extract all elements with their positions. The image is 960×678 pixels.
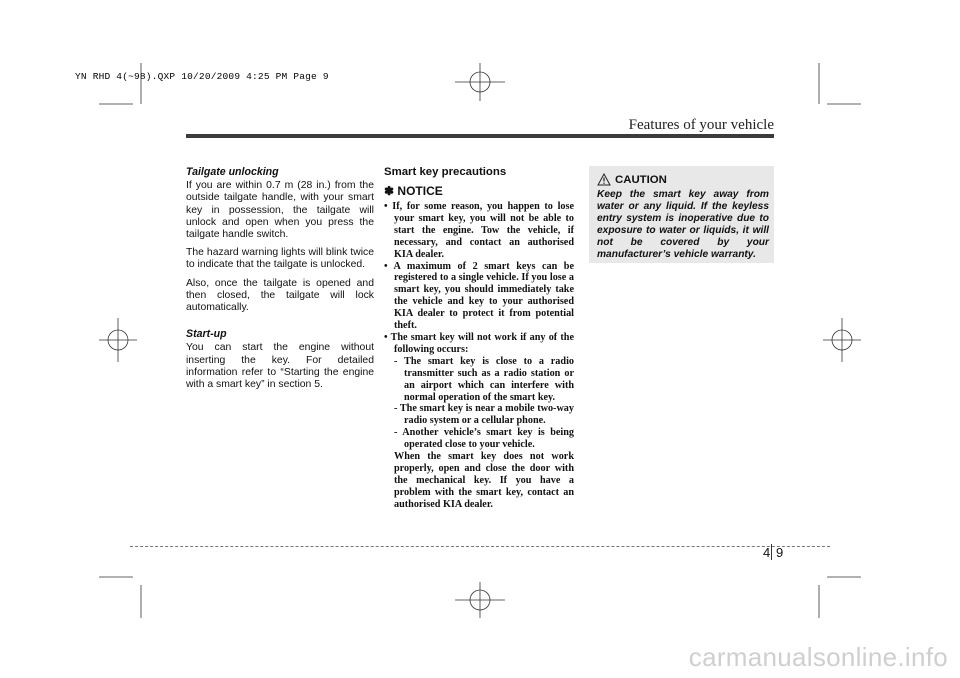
chapter-number: 4	[763, 545, 771, 560]
page-number-separator	[771, 544, 772, 560]
notice-body	[384, 201, 574, 511]
caution-box	[589, 166, 774, 263]
registration-target-bottom	[455, 582, 505, 618]
notice-star-icon: ✽	[384, 184, 395, 198]
notice-bullet: • A maximum of 2 smart keys can be registered to a single vehicle. If you lose a smart key, you should immediately take the vehicle and key to your authorised KIA dealer to protect it from potential theft.	[384, 260, 574, 332]
tailgate-paragraph: If you are within 0.7 m (28 in.) from the outside tailgate handle, with your smart key in possession, the tailgate will unlock and open when you press the tailgate handle switch.	[186, 180, 374, 241]
print-slug: YN RHD 4(~98).QXP 10/20/2009 4:25 PM Page 9	[75, 71, 329, 82]
header-rule	[186, 134, 774, 138]
notice-bullet: • The smart key will not work if any of the following occurs:	[384, 331, 574, 355]
footer-dotted-line	[130, 546, 830, 547]
tailgate-paragraph: Also, once the tailgate is opened and then closed, the tailgate will lock automatically.	[186, 277, 374, 314]
left-column	[186, 166, 374, 397]
smart-key-precautions-title: Smart key precautions	[384, 166, 507, 178]
registration-target-left	[99, 318, 137, 362]
notice-heading	[384, 184, 574, 198]
notice-label: NOTICE	[397, 184, 443, 198]
running-header-title: Features of your vehicle	[628, 117, 774, 133]
notice-sub-item: - Another vehicle’s smart key is being operated close to your vehicle.	[394, 427, 574, 451]
start-up-paragraph: You can start the engine without inserting the key. For detailed information refer to “Starting the engine with a smart key” in section 5.	[186, 342, 374, 391]
caution-title: CAUTION	[615, 174, 667, 186]
watermark: carmanualsonline.info	[688, 642, 948, 672]
start-up-heading: Start-up	[186, 328, 227, 341]
registration-target-right	[823, 318, 861, 362]
tailgate-paragraph: The hazard warning lights will blink twice to indicate that the tailgate is unlocked.	[186, 247, 374, 271]
caution-text: Keep the smart key away from water or any liquid. If the keyless entry system is inoperative due to exposure to water or liquids, it will not be covered by your manufacturer’s vehicle warranty.	[597, 189, 769, 261]
warning-triangle-icon	[597, 173, 611, 186]
registration-target-top	[455, 63, 505, 101]
notice-bullet: • If, for some reason, you happen to lose your smart key, you will not be able to start the engine. Tow the vehicle, if necessary, and contact an authorised KIA dealer.	[384, 201, 574, 260]
notice-sub-item: - The smart key is near a mobile two-way radio system or a cellular phone.	[394, 403, 574, 427]
middle-column	[384, 166, 574, 511]
page-number: 9	[776, 545, 784, 560]
notice-closing: When the smart key does not work properly, open and close the door with the mechanical key. If you have a problem with the smart key, contact an authorised KIA dealer.	[394, 451, 574, 510]
notice-sub-item: - The smart key is close to a radio transmitter such as a radio station or an airport which can interfere with normal operation of the smart key.	[394, 355, 574, 403]
tailgate-unlocking-heading: Tailgate unlocking	[186, 166, 279, 178]
